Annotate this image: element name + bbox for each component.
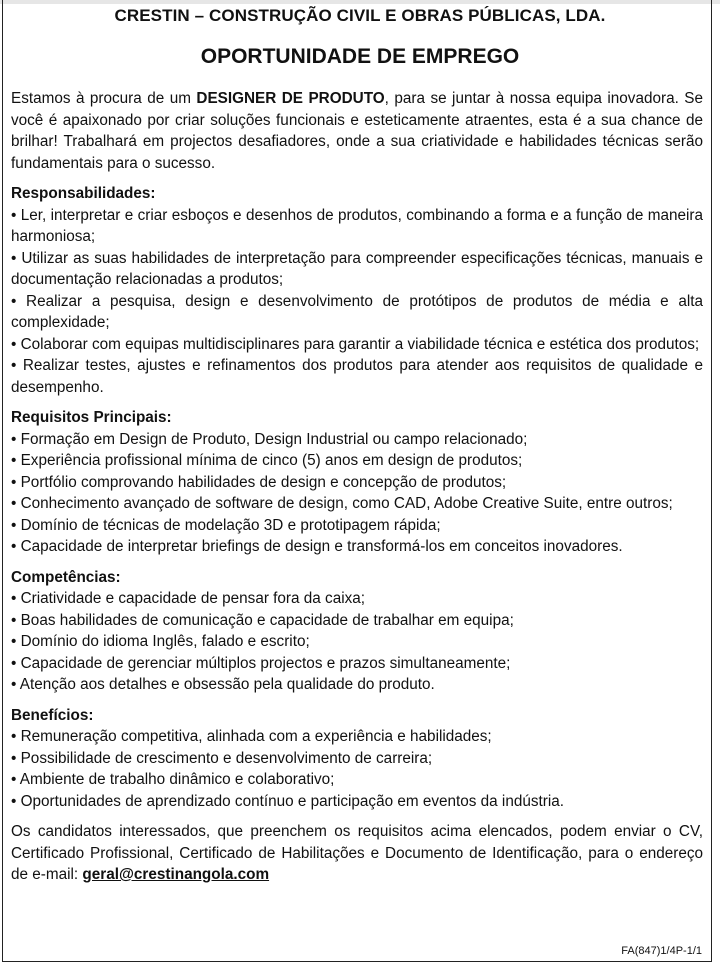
list-item: • Ler, interpretar e criar esboços e desenhos de produtos, combinando a forma e a função de maneira harmoniosa; xyxy=(11,206,703,245)
list-item: • Domínio do idioma Inglês, falado e escrito; xyxy=(11,633,310,650)
list-item: • Oportunidades de aprendizado contínuo e participação em eventos da indústria. xyxy=(11,792,565,810)
intro-paragraph xyxy=(11,88,703,174)
section-title: Requisitos Principais: xyxy=(11,409,172,426)
section-title: Responsabilidades: xyxy=(11,185,156,202)
section-responsabilidades xyxy=(11,183,703,398)
ad-content xyxy=(11,88,703,886)
section-title: Benefícios: xyxy=(11,706,94,724)
section-beneficios xyxy=(11,705,703,813)
list-item: • Conhecimento avançado de software de design, como CAD, Adobe Creative Suite, entre outros; xyxy=(11,495,673,512)
intro-before: Estamos à procura de um xyxy=(11,90,197,107)
list-item: • Capacidade de gerenciar múltiplos projectos e prazos simultaneamente; xyxy=(11,654,511,672)
list-item: • Ambiente de trabalho dinâmico e colaborativo; xyxy=(11,771,335,788)
intro-role: DESIGNER DE PRODUTO xyxy=(196,90,385,107)
list-item: • Experiência profissional mínima de cinco (5) anos em design de produtos; xyxy=(11,452,523,469)
list-item: • Realizar testes, ajustes e refinamentos dos produtos para atender aos requisitos de qualidade e desempenho. xyxy=(11,357,703,396)
reference-code: FA(847)1/4P-1/1 xyxy=(621,945,702,957)
intro-after: , para se juntar à nossa equipa inovadora. Se você é apaixonado por criar soluções funcionais e esteticamente atraentes, esta é a sua chance de brilhar! Trabalhará em projectos desafiadores, onde a sua criatividade e habilidades técnicas serão fundamentais para o sucesso. xyxy=(11,90,703,172)
section-requisitos xyxy=(11,407,703,558)
list-item: • Portfólio comprovando habilidades de design e concepção de produtos; xyxy=(11,473,507,491)
list-item: • Utilizar as suas habilidades de interpretação para compreender especificações técnicas, manuais e documentação relacionadas a produtos; xyxy=(11,249,703,288)
ad-title: OPORTUNIDADE DE EMPREGO xyxy=(200,45,520,68)
list-item: • Capacidade de interpretar briefings de design e transformá-los em conceitos inovadores. xyxy=(11,538,623,555)
section-title: Competências: xyxy=(11,568,121,586)
list-item: • Domínio de técnicas de modelação 3D e prototipagem rápida; xyxy=(11,516,441,534)
email-link[interactable]: geral@crestinangola.com xyxy=(82,866,270,883)
list-item: • Formação em Design de Produto, Design Industrial ou campo relacionado; xyxy=(11,430,528,448)
list-item: • Possibilidade de crescimento e desenvolvimento de carreira; xyxy=(11,749,433,767)
list-item: • Boas habilidades de comunicação e capacidade de trabalhar em equipa; xyxy=(11,611,514,629)
company-name: CRESTIN – CONSTRUÇÃO CIVIL E OBRAS PÚBLICAS, LDA. xyxy=(114,6,606,25)
list-item: • Realizar a pesquisa, design e desenvolvimento de protótipos de produtos de média e alta complexidade; xyxy=(11,292,703,331)
closing-text: Os candidatos interessados, que preenchem os requisitos acima elencados, podem enviar o CV, Certificado Profissional, Certificado de Habilitações e Documento de Identificação, para o endereço de e-mail: xyxy=(11,823,703,883)
section-competencias xyxy=(11,567,703,696)
list-item: • Remuneração competitiva, alinhada com a experiência e habilidades; xyxy=(11,728,492,745)
list-item: • Criatividade e capacidade de pensar fora da caixa; xyxy=(11,590,366,607)
closing-paragraph xyxy=(11,821,703,886)
list-item: • Atenção aos detalhes e obsessão pela qualidade do produto. xyxy=(11,676,435,693)
list-item: • Colaborar com equipas multidisciplinares para garantir a viabilidade técnica e estética dos produtos; xyxy=(11,335,700,353)
